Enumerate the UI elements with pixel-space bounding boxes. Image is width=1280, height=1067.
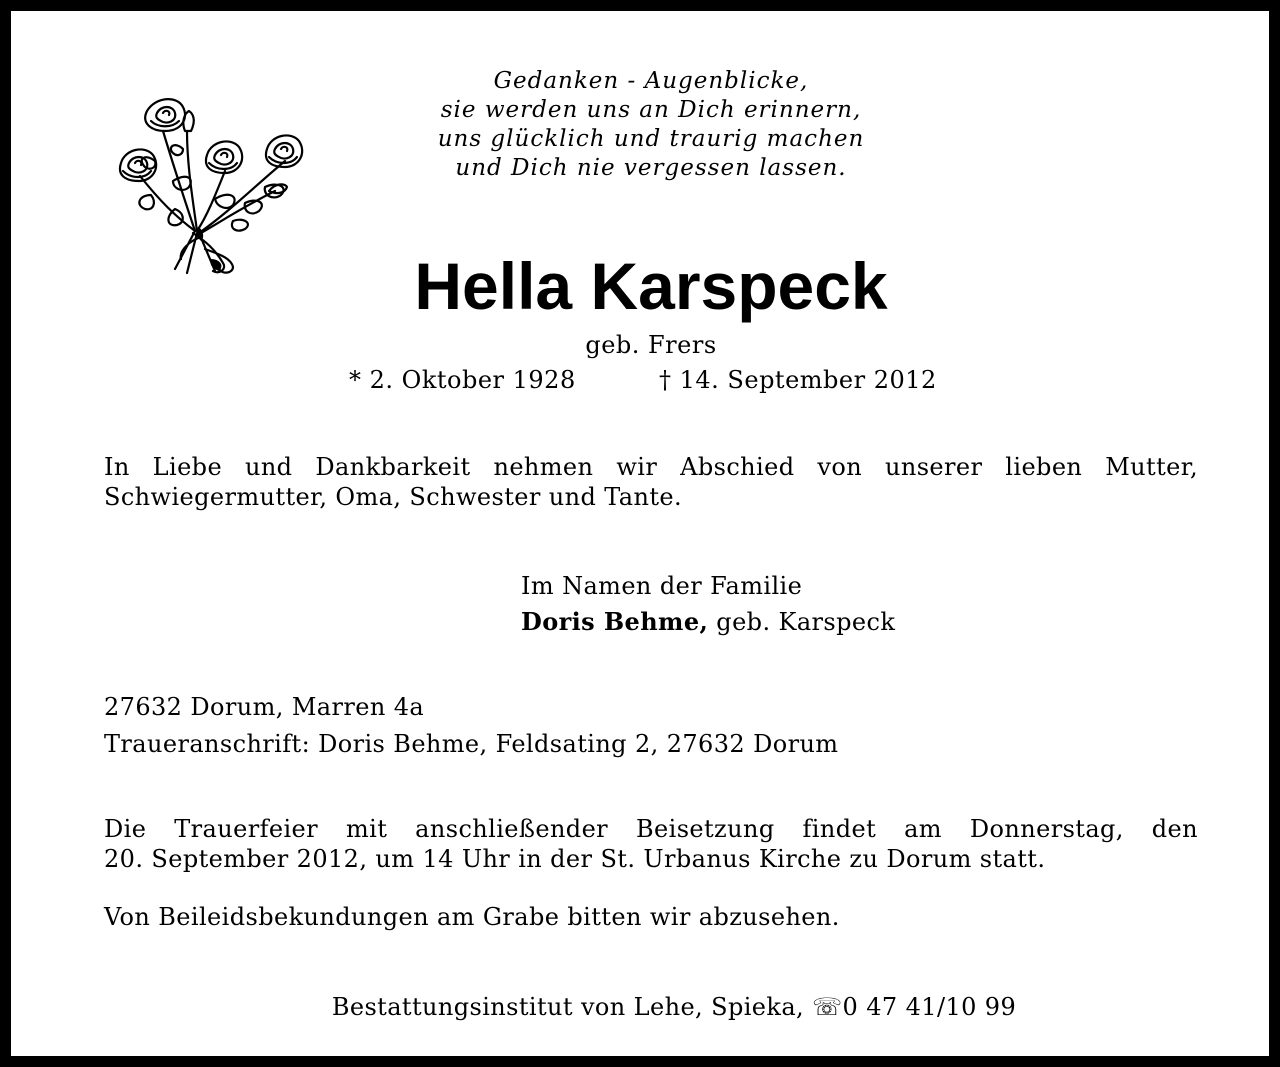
poem-line: und Dich nie vergessen lassen. (455, 155, 847, 181)
family-member-maiden: geb. Karspeck (708, 608, 896, 636)
death-date: † 14. September 2012 (659, 366, 937, 394)
funeral-home-name: Bestattungsinstitut von Lehe, Spieka, (331, 993, 813, 1021)
service-line: 20. September 2012, um 14 Uhr in der St. Urbanus Kirche zu Dorum statt. (104, 845, 1046, 873)
mourning-address: Traueranschrift: Doris Behme, Feldsating 2, 27632 Dorum (104, 730, 839, 758)
poem-line: uns glücklich und traurig machen (437, 126, 865, 152)
poem-line: Gedanken - Augenblicke, (493, 68, 809, 94)
service-paragraph (104, 814, 1198, 874)
farewell-line: In Liebe und Dankbarkeit nehmen wir Abschied von unserer lieben Mutter, (104, 453, 1198, 481)
farewell-paragraph (104, 452, 1198, 512)
farewell-line: Schwiegermutter, Oma, Schwester und Tante. (104, 483, 683, 511)
funeral-home (11, 991, 1280, 1023)
telephone-icon: ☏ (812, 993, 843, 1021)
service-line: Die Trauerfeier mit anschließender Beisetzung findet am Donnerstag, den (104, 815, 1198, 843)
family-member-name: Doris Behme, (521, 607, 709, 636)
maiden-name: geb. Frers (585, 331, 717, 359)
condolence-note: Von Beileidsbekundungen am Grabe bitten wir abzusehen. (104, 903, 840, 931)
memorial-poem (341, 67, 961, 183)
deceased-name: Hella Karspeck (414, 249, 888, 323)
funeral-home-phone: 0 47 41/10 99 (842, 993, 1017, 1021)
poem-line: sie werden uns an Dich erinnern, (440, 97, 862, 123)
family-member (521, 604, 1121, 640)
family-signature (521, 568, 1121, 640)
family-intro: Im Namen der Familie (521, 572, 803, 600)
home-address: 27632 Dorum, Marren 4a (104, 693, 425, 721)
address-block (104, 689, 1104, 763)
birth-date: * 2. Oktober 1928 (349, 366, 576, 394)
